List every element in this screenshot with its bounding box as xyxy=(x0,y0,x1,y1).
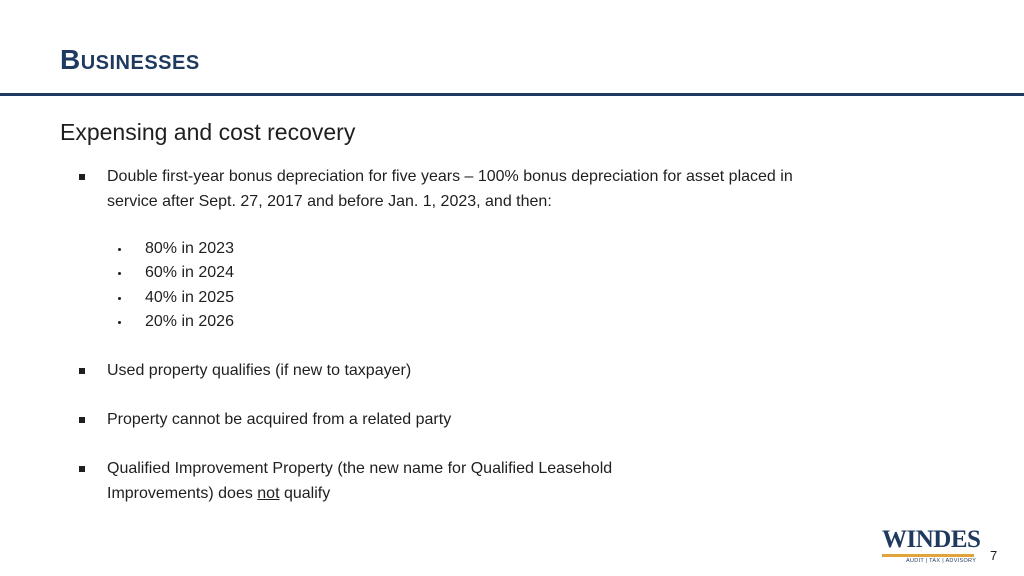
logo-tagline: AUDIT | TAX | ADVISORY xyxy=(906,558,977,564)
sub-bullet-text: 40% in 2025 xyxy=(145,289,234,306)
bullet-qualified-improvement xyxy=(107,457,867,506)
dot-bullet-icon xyxy=(118,248,121,251)
logo-underline xyxy=(882,554,974,557)
page-number: 7 xyxy=(990,548,998,563)
sub-bullet-text: 60% in 2024 xyxy=(145,264,234,281)
dot-bullet-icon xyxy=(118,297,121,300)
dot-bullet-icon xyxy=(118,272,121,275)
bullet-text-post: qualify xyxy=(279,484,331,502)
slide-title: Businesses xyxy=(60,44,200,75)
dot-bullet-icon xyxy=(118,321,121,324)
bullet-text-line: Property cannot be acquired from a related party xyxy=(107,411,452,428)
bullet-used-property xyxy=(107,359,867,384)
bullet-text-line: Used property qualifies (if new to taxpayer) xyxy=(107,362,412,379)
sub-bullet-2025 xyxy=(145,286,234,311)
square-bullet-icon xyxy=(79,417,85,423)
bullet-text-pre: Improvements) does xyxy=(107,484,258,502)
sub-bullet-2023 xyxy=(145,237,234,262)
sub-bullet-2026 xyxy=(145,310,234,335)
bullet-bonus-depreciation xyxy=(107,165,867,214)
square-bullet-icon xyxy=(79,368,85,374)
slide-subtitle: Expensing and cost recovery xyxy=(60,119,356,145)
emphasis-not: not xyxy=(257,484,280,502)
bullet-text-line: Double first-year bonus depreciation for five years – 100% bonus depreciation for asset placed in xyxy=(107,168,793,185)
logo-wordmark: WINDES xyxy=(882,526,981,553)
bullet-related-party xyxy=(107,408,867,433)
sub-bullet-text: 20% in 2026 xyxy=(145,313,234,330)
bullet-text-line: Qualified Improvement Property (the new name for Qualified Leasehold xyxy=(107,460,613,477)
sub-bullet-2024 xyxy=(145,261,234,286)
bullet-text-line: service after Sept. 27, 2017 and before Jan. 1, 2023, and then: xyxy=(107,192,552,210)
windes-logo xyxy=(882,526,981,566)
square-bullet-icon xyxy=(79,466,85,472)
square-bullet-icon xyxy=(79,174,85,180)
bullet-text-line xyxy=(107,482,867,507)
sub-bullet-text: 80% in 2023 xyxy=(145,240,234,257)
